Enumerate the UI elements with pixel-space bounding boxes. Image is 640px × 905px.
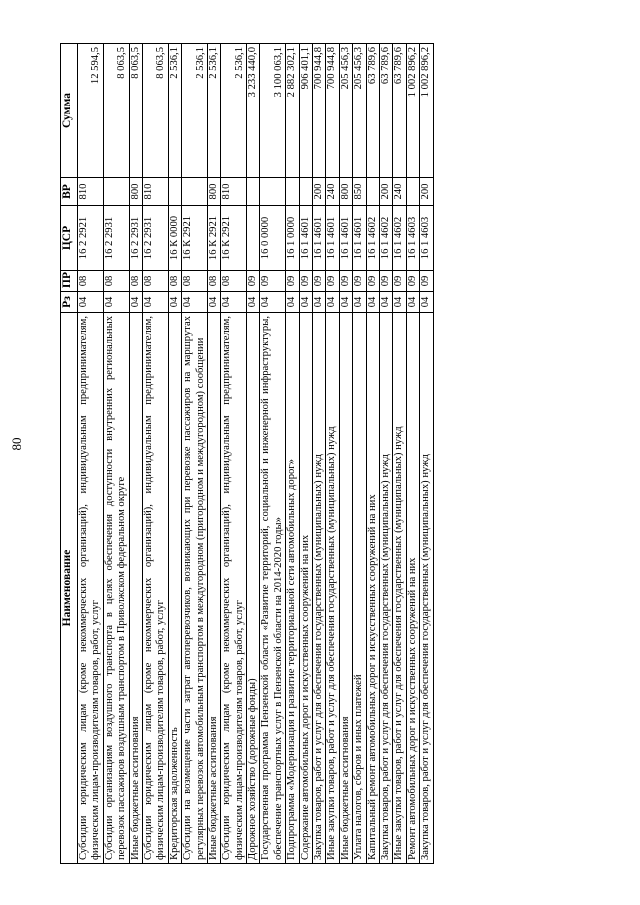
cell-sum: 1 002 896,2: [420, 44, 433, 178]
cell-csr: 16 2 2931: [142, 206, 168, 271]
rotated-page: [60, 44, 570, 864]
cell-csr: 16 0 0000: [260, 206, 286, 271]
table-row: [406, 44, 419, 864]
cell-sum: 2 536,1: [168, 44, 181, 178]
cell-rz: 04: [286, 292, 299, 313]
cell-csr: 16 1 0000: [286, 206, 299, 271]
table-row: [286, 44, 299, 864]
cell-vr: 810: [78, 178, 104, 206]
cell-vr: [366, 178, 379, 206]
cell-name: Дорожное хозяйство (дорожные фонды): [247, 313, 260, 864]
cell-pr: 09: [260, 271, 286, 292]
cell-name: Субсидии юридическим лицам (кроме некоммерческих организаций), индивидуальным предпринимателям, физическим лицам-производителям товаров, работ, услуг: [221, 313, 247, 864]
cell-pr: 09: [299, 271, 312, 292]
cell-sum: 2 536,1: [182, 44, 208, 178]
cell-csr: 16 1 4603: [420, 206, 433, 271]
table-row: [313, 44, 326, 864]
cell-name: Уплата налогов, сборов и иных платежей: [353, 313, 366, 864]
cell-pr: 09: [353, 271, 366, 292]
table-row: [247, 44, 260, 864]
cell-rz: 04: [103, 292, 129, 313]
cell-sum: 8 063,5: [142, 44, 168, 178]
table-row: [182, 44, 208, 864]
cell-rz: 04: [207, 292, 220, 313]
table-header-row: [61, 44, 78, 864]
cell-vr: 800: [339, 178, 352, 206]
cell-vr: [286, 178, 299, 206]
table-row: [339, 44, 352, 864]
cell-sum: 2 882 302,1: [286, 44, 299, 178]
cell-pr: 09: [313, 271, 326, 292]
cell-sum: 2 536,1: [221, 44, 247, 178]
table-row: [142, 44, 168, 864]
table-row: [379, 44, 392, 864]
cell-csr: 16 1 4601: [313, 206, 326, 271]
cell-rz: 04: [406, 292, 419, 313]
cell-name: Субсидии юридическим лицам (кроме некоммерческих организаций), индивидуальным предпринимателям, физическим лицам-производителям товаров, работ, услуг: [78, 313, 104, 864]
cell-vr: [103, 178, 129, 206]
cell-csr: 16 2 2931: [103, 206, 129, 271]
cell-sum: 8 063,5: [103, 44, 129, 178]
cell-pr: 08: [103, 271, 129, 292]
cell-name: Иные закупки товаров, работ и услуг для обеспечения государственных (муниципальных) нужд: [393, 313, 406, 864]
cell-sum: 906 401,1: [299, 44, 312, 178]
cell-name: Государственная программа Пензенской области «Развитие территорий, социальной и инженерной инфраструктуры, обеспечение транспортных услуг в Пензенской области на 2014-2020 годы»: [260, 313, 286, 864]
cell-csr: [247, 206, 260, 271]
cell-rz: 04: [78, 292, 104, 313]
cell-pr: 08: [221, 271, 247, 292]
table-row: [326, 44, 339, 864]
cell-pr: 09: [247, 271, 260, 292]
table-row: [353, 44, 366, 864]
cell-pr: 09: [420, 271, 433, 292]
cell-name: Капитальный ремонт автомобильных дорог и искусственных сооружений на них: [366, 313, 379, 864]
cell-csr: 16 1 4603: [406, 206, 419, 271]
budget-table: [60, 43, 434, 864]
cell-rz: 04: [129, 292, 142, 313]
cell-pr: 09: [393, 271, 406, 292]
table-row: [299, 44, 312, 864]
cell-rz: 04: [353, 292, 366, 313]
cell-sum: 3 100 063,1: [260, 44, 286, 178]
cell-name: Кредиторская задолженность: [168, 313, 181, 864]
cell-pr: 09: [286, 271, 299, 292]
table-row: [129, 44, 142, 864]
cell-name: Иные бюджетные ассигнования: [339, 313, 352, 864]
cell-rz: 04: [366, 292, 379, 313]
cell-csr: 16 1 4601: [339, 206, 352, 271]
table-row: [103, 44, 129, 864]
cell-rz: 04: [221, 292, 247, 313]
cell-csr: 16 1 4602: [379, 206, 392, 271]
cell-sum: 2 536,1: [207, 44, 220, 178]
cell-csr: 16 1 4601: [326, 206, 339, 271]
cell-pr: 09: [326, 271, 339, 292]
cell-pr: 09: [339, 271, 352, 292]
cell-sum: 205 456,3: [353, 44, 366, 178]
column-header-csr: ЦСР: [61, 206, 78, 271]
cell-vr: 850: [353, 178, 366, 206]
cell-vr: [168, 178, 181, 206]
cell-rz: 04: [379, 292, 392, 313]
page-number: 80: [9, 437, 24, 451]
cell-csr: 16 2 2921: [78, 206, 104, 271]
cell-vr: 810: [142, 178, 168, 206]
cell-name: Иные бюджетные ассигнования: [207, 313, 220, 864]
cell-name: Иные бюджетные ассигнования: [129, 313, 142, 864]
cell-rz: 04: [168, 292, 181, 313]
cell-csr: 16 К 2921: [182, 206, 208, 271]
cell-csr: 16 1 4601: [299, 206, 312, 271]
table-row: [420, 44, 433, 864]
cell-vr: 800: [129, 178, 142, 206]
cell-sum: 205 456,3: [339, 44, 352, 178]
cell-rz: 04: [299, 292, 312, 313]
cell-name: Закупка товаров, работ и услуг для обеспечения государственных (муниципальных) нужд: [313, 313, 326, 864]
cell-vr: 810: [221, 178, 247, 206]
cell-name: Подпрограмма «Модернизация и развитие территориальной сети автомобильных дорог»: [286, 313, 299, 864]
table-row: [221, 44, 247, 864]
cell-name: Ремонт автомобильных дорог и искусственных сооружений на них: [406, 313, 419, 864]
cell-rz: 04: [182, 292, 208, 313]
cell-vr: 200: [420, 178, 433, 206]
cell-vr: [247, 178, 260, 206]
cell-pr: 08: [142, 271, 168, 292]
cell-csr: 16 К 2921: [221, 206, 247, 271]
cell-csr: 16 1 4601: [353, 206, 366, 271]
cell-vr: 200: [379, 178, 392, 206]
cell-pr: 09: [406, 271, 419, 292]
cell-name: Субсидии юридическим лицам (кроме некоммерческих организаций), индивидуальным предпринимателям, физическим лицам-производителям товаров, работ, услуг: [142, 313, 168, 864]
column-header-name: Наименование: [61, 313, 78, 864]
cell-rz: 04: [420, 292, 433, 313]
cell-pr: 08: [78, 271, 104, 292]
cell-sum: 12 594,5: [78, 44, 104, 178]
cell-name: Закупка товаров, работ и услуг для обеспечения государственных (муниципальных) нужд: [379, 313, 392, 864]
column-header-vr: ВР: [61, 178, 78, 206]
cell-pr: 08: [207, 271, 220, 292]
cell-rz: 04: [260, 292, 286, 313]
column-header-rz: Рз: [61, 292, 78, 313]
cell-sum: 63 789,6: [379, 44, 392, 178]
cell-name: Субсидии на возмещение части затрат автоперевозчиков, возникающих при перевозке пассажиров на маршрутах регулярных перевозок автомобильным транспортом в междугородном (пригородном и междугородном) сообщении: [182, 313, 208, 864]
cell-vr: [406, 178, 419, 206]
cell-rz: 04: [313, 292, 326, 313]
cell-sum: 3 233 440,0: [247, 44, 260, 178]
cell-name: Субсидии организациям воздушного транспорта в целях обеспечения доступности внутренних региональных перевозок пассажиров воздушным транспортом в Приволжском федеральном округе: [103, 313, 129, 864]
cell-sum: 700 944,8: [326, 44, 339, 178]
table-row: [366, 44, 379, 864]
cell-vr: [260, 178, 286, 206]
cell-csr: 16 2 2931: [129, 206, 142, 271]
cell-vr: [182, 178, 208, 206]
cell-sum: 63 789,6: [393, 44, 406, 178]
cell-csr: 16 К 0000: [168, 206, 181, 271]
cell-name: Закупка товаров, работ и услуг для обеспечения государственных (муниципальных) нужд: [420, 313, 433, 864]
cell-vr: 240: [326, 178, 339, 206]
cell-rz: 04: [339, 292, 352, 313]
cell-name: Иные закупки товаров, работ и услуг для обеспечения государственных (муниципальных) нужд: [326, 313, 339, 864]
cell-rz: 04: [326, 292, 339, 313]
table-row: [393, 44, 406, 864]
cell-csr: 16 1 4602: [366, 206, 379, 271]
cell-pr: 08: [168, 271, 181, 292]
cell-pr: 09: [379, 271, 392, 292]
column-header-sum: Сумма: [61, 44, 78, 178]
table-row: [168, 44, 181, 864]
column-header-pr: ПР: [61, 271, 78, 292]
table-row: [260, 44, 286, 864]
table-row: [207, 44, 220, 864]
cell-pr: 09: [366, 271, 379, 292]
cell-name: Содержание автомобильных дорог и искусственных сооружений на них: [299, 313, 312, 864]
cell-vr: 240: [393, 178, 406, 206]
cell-sum: 8 063,5: [129, 44, 142, 178]
cell-vr: 200: [313, 178, 326, 206]
cell-pr: 08: [129, 271, 142, 292]
cell-sum: 63 789,6: [366, 44, 379, 178]
cell-vr: 800: [207, 178, 220, 206]
cell-sum: 1 002 896,2: [406, 44, 419, 178]
cell-csr: 16 К 2921: [207, 206, 220, 271]
cell-rz: 04: [247, 292, 260, 313]
cell-rz: 04: [393, 292, 406, 313]
cell-vr: [299, 178, 312, 206]
cell-sum: 700 944,8: [313, 44, 326, 178]
cell-rz: 04: [142, 292, 168, 313]
cell-csr: 16 1 4602: [393, 206, 406, 271]
table-row: [78, 44, 104, 864]
cell-pr: 08: [182, 271, 208, 292]
